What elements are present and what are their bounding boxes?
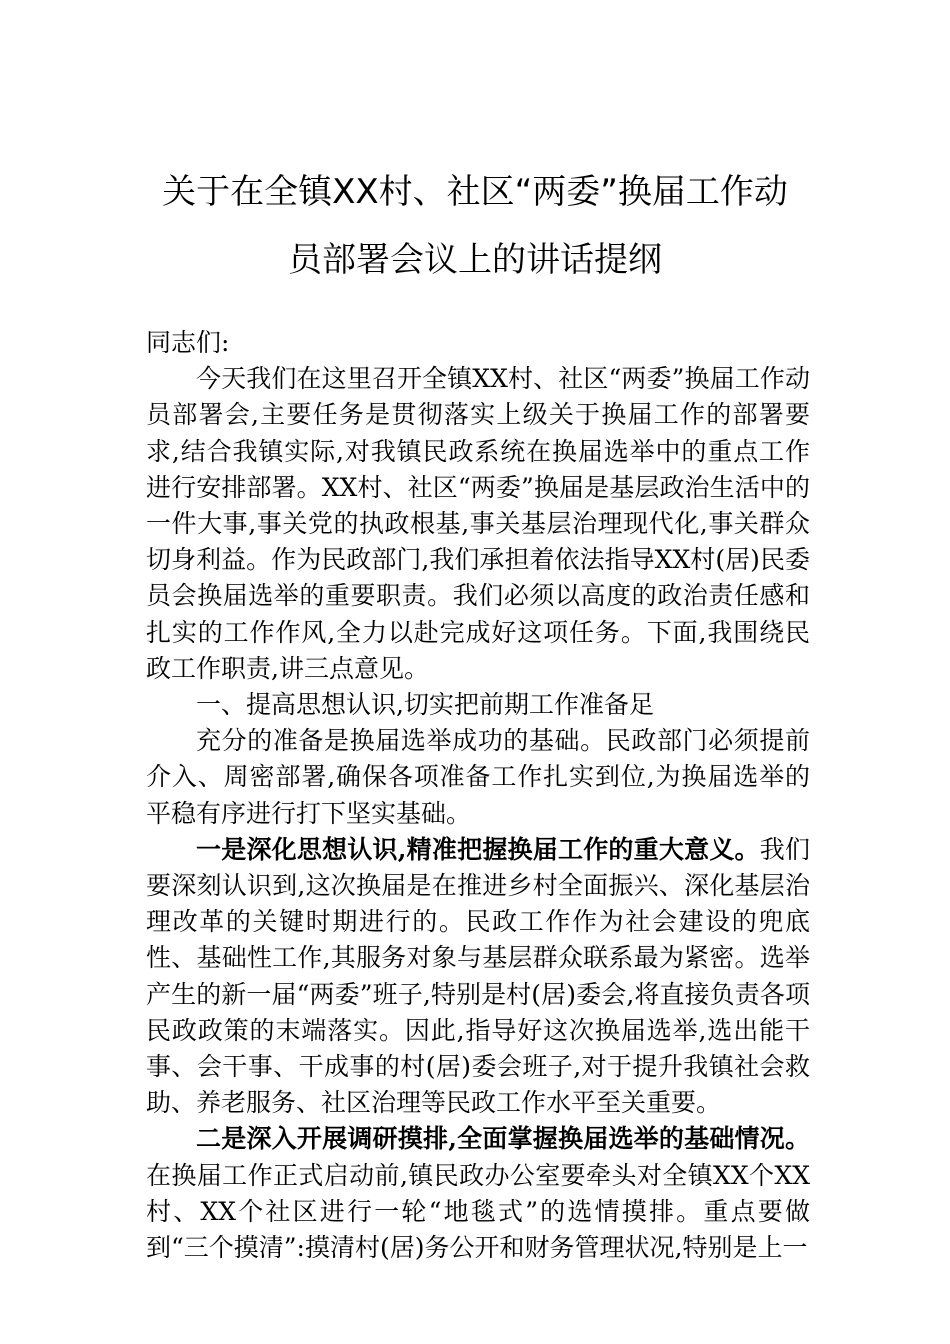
- point-2-body: 在换届工作正式启动前,镇民政办公室要牵头对全镇XX个XX村、XX个社区进行一轮“地毯式”的选情摸排。重点要做到“三个摸清”:摸清村(居)务公开和财务管理状况,特别是上一: [146, 1160, 810, 1263]
- point-1-paragraph: [146, 832, 810, 1122]
- salutation: 同志们:: [146, 328, 230, 357]
- point-1-lead: 一是深化思想认识,精准把握换届工作的重大意义。: [196, 834, 760, 864]
- document-body: [146, 325, 810, 1266]
- section-1-intro: 充分的准备是换届选举成功的基础。民政部门必须提前介入、周密部署,确保各项准备工作扎实到位,为换届选举的平稳有序进行打下坚实基础。: [146, 726, 810, 828]
- title-line-2: 员部署会议上的讲话提纲: [288, 240, 662, 280]
- point-1-body: 我们要深刻认识到,这次换届是在推进乡村全面振兴、深化基层治理改革的关键时期进行的。民政工作作为社会建设的兜底性、基础性工作,其服务对象与基层群众联系最为紧密。选举产生的新一届“两委”班子,特别是村(居)委会,将直接负责各项民政政策的末端落实。因此,指导好这次换届选举,选出能干事、会干事、干成事的村(居)委会班子,对于提升我镇社会救助、养老服务、社区治理等民政工作水平至关重要。: [146, 834, 810, 1118]
- document-title: [120, 158, 830, 294]
- point-2-lead: 二是深入开展调研摸排,全面掌握换届选举的基础情况。: [196, 1124, 810, 1154]
- point-2-paragraph: [146, 1121, 810, 1266]
- section-1-heading: 一、提高思想认识,切实把前期工作准备足: [196, 690, 654, 720]
- title-line-1: 关于在全镇XX村、社区“两委”换届工作动: [162, 172, 788, 212]
- intro-paragraph: 今天我们在这里召开全镇XX村、社区“两委”换届工作动员部署会,主要任务是贯彻落实上级关于换届工作的部署要求,结合我镇实际,对我镇民政系统在换届选举中的重点工作进行安排部署。XX村、社区“两委”换届是基层政治生活中的一件大事,事关党的执政根基,事关基层治理现代化,事关群众切身利益。作为民政部门,我们承担着依法指导XX村(居)民委员会换届选举的重要职责。我们必须以高度的政治责任感和扎实的工作作风,全力以赴完成好这项任务。下面,我围绕民政工作职责,讲三点意见。: [146, 364, 810, 683]
